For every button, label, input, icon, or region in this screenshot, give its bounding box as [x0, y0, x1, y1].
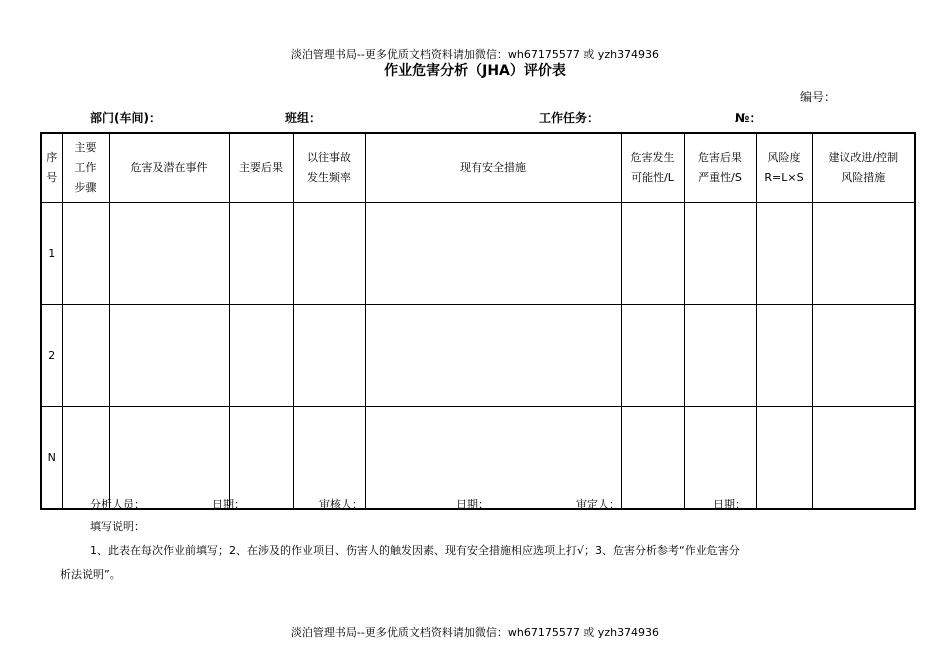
- page-title: 作业危害分析（JHA）评价表: [384, 63, 566, 79]
- col-header-hazard: 危害及潜在事件: [109, 133, 229, 203]
- table-cell[interactable]: [756, 305, 812, 407]
- table-cell[interactable]: [621, 407, 684, 510]
- analyst-label: 分析人员：: [90, 498, 145, 511]
- row-index: 2: [41, 305, 62, 407]
- notes-heading: 填写说明：: [90, 520, 145, 533]
- table-cell[interactable]: [684, 203, 756, 305]
- department-label: 部门(车间)：: [90, 111, 161, 125]
- date-label-1: 日期：: [212, 498, 245, 511]
- col-header-consequence: 主要后果: [229, 133, 293, 203]
- table-cell[interactable]: [365, 305, 621, 407]
- table-cell[interactable]: [229, 203, 293, 305]
- col-header-past-frequency: 以往事故 发生频率: [293, 133, 365, 203]
- row-index: N: [41, 407, 62, 510]
- table-cell[interactable]: [684, 305, 756, 407]
- table-cell[interactable]: [293, 305, 365, 407]
- number-label: №：: [735, 111, 762, 125]
- notes-line-2: 析法说明”。: [60, 568, 121, 581]
- table-cell[interactable]: [621, 305, 684, 407]
- table-cell[interactable]: [812, 305, 915, 407]
- table-cell[interactable]: [621, 203, 684, 305]
- table-cell[interactable]: [756, 407, 812, 510]
- table-cell[interactable]: [293, 203, 365, 305]
- col-header-severity: 危害后果 严重性/S: [684, 133, 756, 203]
- col-header-likelihood: 危害发生 可能性/L: [621, 133, 684, 203]
- table-cell[interactable]: [109, 305, 229, 407]
- col-header-risk: 风险度 R=L×S: [756, 133, 812, 203]
- table-cell[interactable]: [812, 407, 915, 510]
- table-cell[interactable]: [62, 203, 109, 305]
- table-cell[interactable]: [229, 305, 293, 407]
- date-label-3: 日期：: [713, 498, 746, 511]
- table-cell[interactable]: [684, 407, 756, 510]
- table-cell[interactable]: [365, 407, 621, 510]
- col-header-recommendation: 建议改进/控制 风险措施: [812, 133, 915, 203]
- table-cell[interactable]: [293, 407, 365, 510]
- task-label: 工作任务：: [539, 111, 600, 125]
- row-index: 1: [41, 203, 62, 305]
- date-label-2: 日期：: [456, 498, 489, 511]
- col-header-safety-measures: 现有安全措施: [365, 133, 621, 203]
- reviewer-label: 审核人：: [319, 498, 363, 511]
- table-cell[interactable]: [109, 407, 229, 510]
- page-header-text: 淡泊管理书局--更多优质文档资料请加微信：wh67175577 或 yzh374936: [290, 48, 660, 61]
- table-cell[interactable]: [229, 407, 293, 510]
- table-cell[interactable]: [62, 305, 109, 407]
- table-cell[interactable]: [62, 407, 109, 510]
- col-header-index: 序 号: [41, 133, 62, 203]
- table-cell[interactable]: [109, 203, 229, 305]
- team-label: 班组：: [285, 111, 322, 125]
- jha-table: [40, 132, 916, 510]
- col-header-work-step: 主要 工作 步骤: [62, 133, 109, 203]
- approver-label: 审定人：: [576, 498, 620, 511]
- table-header-row: [41, 133, 915, 203]
- page-footer-text: 淡泊管理书局--更多优质文档资料请加微信：wh67175577 或 yzh374936: [290, 626, 660, 639]
- table-cell[interactable]: [756, 203, 812, 305]
- table-row: [41, 305, 915, 407]
- table-row: [41, 203, 915, 305]
- table-cell[interactable]: [812, 203, 915, 305]
- serial-number-label: 编号：: [800, 90, 837, 104]
- notes-line-1: 1、此表在每次作业前填写；2、在涉及的作业项目、伤害人的触发因素、现有安全措施相应选项上打√；3、危害分析参考“作业危害分: [90, 544, 740, 557]
- table-row: [41, 407, 915, 510]
- table-cell[interactable]: [365, 203, 621, 305]
